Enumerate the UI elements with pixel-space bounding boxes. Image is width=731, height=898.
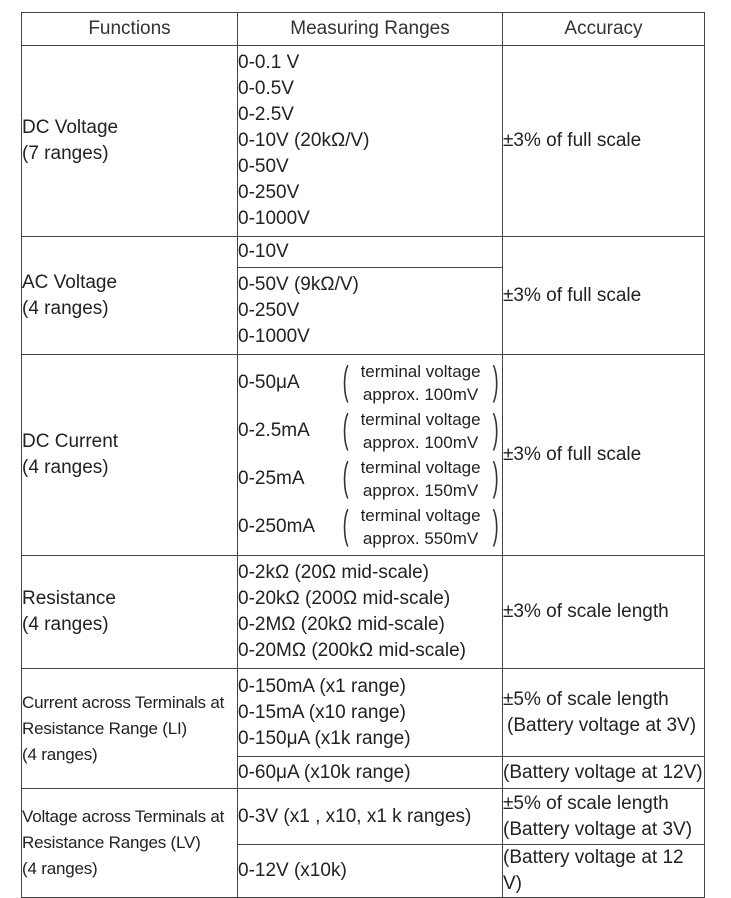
table-row-li xyxy=(22,669,705,757)
open-paren: ( xyxy=(342,407,349,451)
function-resistance xyxy=(22,556,238,669)
accuracy-condition: (Battery voltage at 12 V) xyxy=(503,845,705,898)
range-item: 0-25mA xyxy=(238,468,305,489)
current-range-row xyxy=(238,503,502,551)
specifications-table xyxy=(21,12,705,898)
header-accuracy: Accuracy xyxy=(503,13,705,46)
accuracy-dc-voltage: ±3% of full scale xyxy=(503,46,705,237)
function-lv xyxy=(22,789,238,898)
range-item: 0-60μA (x10k range) xyxy=(238,757,503,789)
function-li xyxy=(22,669,238,789)
function-name: DC Current xyxy=(22,431,119,452)
function-name: Resistance xyxy=(22,588,116,609)
function-range-count: (4 ranges) xyxy=(22,614,109,635)
range-item: 0-150μA (x1k range) xyxy=(238,727,411,749)
function-dc-voltage xyxy=(22,46,238,237)
accuracy-value: ±5% of scale length xyxy=(503,792,669,814)
range-item: 0-2kΩ (20Ω mid-scale) xyxy=(238,562,430,583)
close-paren: ) xyxy=(492,455,499,499)
open-paren: ( xyxy=(342,359,349,403)
range-item: 0-50μA xyxy=(238,372,300,393)
range-item: 0-15mA (x10 range) xyxy=(238,701,406,723)
function-range-count: (4 ranges) xyxy=(22,744,98,764)
table-row-resistance xyxy=(22,556,705,669)
close-paren: ) xyxy=(492,359,499,403)
function-ac-voltage xyxy=(22,237,238,355)
range-item: 0-3V (x1 , x10, x1 k ranges) xyxy=(238,789,503,845)
accuracy-condition: (Battery voltage at 3V) xyxy=(503,818,693,840)
function-name: DC Voltage xyxy=(22,117,119,138)
range-item: 0-2.5mA xyxy=(238,420,310,441)
range-item: 0-250mA xyxy=(238,516,316,537)
range-note: terminal voltage approx. 550mV xyxy=(360,506,481,548)
function-range-count: (7 ranges) xyxy=(22,143,109,164)
range-item: 0-2.5V xyxy=(238,104,294,125)
range-item: 0-0.1 V xyxy=(238,52,300,73)
close-paren: ) xyxy=(492,503,499,547)
function-name-cont: Resistance Range (LI) xyxy=(22,718,187,738)
accuracy-condition: (Battery voltage at 3V) xyxy=(507,714,697,736)
function-range-count: (4 ranges) xyxy=(22,297,109,319)
table-row-ac-voltage-first xyxy=(22,237,705,268)
table-row-lv xyxy=(22,789,705,845)
header-measuring-ranges: Measuring Ranges xyxy=(238,13,503,46)
accuracy-lv xyxy=(503,789,705,845)
ranges-dc-voltage xyxy=(238,46,503,237)
range-note: terminal voltage approx. 150mV xyxy=(360,458,481,500)
range-item: 0-250V xyxy=(238,300,300,321)
range-item: 0-0.5V xyxy=(238,78,294,99)
table-row-dc-voltage xyxy=(22,46,705,237)
accuracy-value: ±5% of scale length xyxy=(503,688,669,710)
close-paren: ) xyxy=(492,407,499,451)
table-row-dc-current xyxy=(22,355,705,556)
range-item: 0-20kΩ (200Ω mid-scale) xyxy=(238,588,451,609)
accuracy-condition: (Battery voltage at 12V) xyxy=(503,757,705,789)
ranges-ac-voltage xyxy=(238,268,503,355)
function-name-cont: Resistance Ranges (LV) xyxy=(22,833,201,852)
function-range-count: (4 ranges) xyxy=(22,457,109,478)
ranges-li xyxy=(238,669,503,757)
ranges-resistance xyxy=(238,556,503,669)
range-item: 0-10V xyxy=(238,237,503,268)
range-item: 0-150mA (x1 range) xyxy=(238,675,406,697)
function-name: Current across Terminals at xyxy=(22,692,225,712)
range-item: 0-1000V xyxy=(238,208,310,229)
current-range-row xyxy=(238,407,502,455)
header-functions: Functions xyxy=(22,13,238,46)
range-item: 0-10V (20kΩ/V) xyxy=(238,130,370,151)
accuracy-dc-current: ±3% of full scale xyxy=(503,355,705,556)
open-paren: ( xyxy=(342,503,349,547)
range-item: 0-20MΩ (200kΩ mid-scale) xyxy=(238,640,466,661)
accuracy-li xyxy=(503,669,705,757)
range-item: 0-12V (x10k) xyxy=(238,845,503,898)
current-range-row xyxy=(238,359,502,407)
ranges-dc-current xyxy=(238,355,503,556)
current-range-row xyxy=(238,455,502,503)
function-name: Voltage across Terminals at xyxy=(22,807,225,826)
range-note: terminal voltage approx. 100mV xyxy=(360,410,481,452)
open-paren: ( xyxy=(342,455,349,499)
range-note: terminal voltage approx. 100mV xyxy=(360,362,481,404)
range-item: 0-50V (9kΩ/V) xyxy=(238,274,359,295)
header-row xyxy=(22,13,705,46)
accuracy-ac-voltage: ±3% of full scale xyxy=(503,237,705,355)
range-item: 0-2MΩ (20kΩ mid-scale) xyxy=(238,614,445,635)
range-item: 0-50V xyxy=(238,156,289,177)
accuracy-resistance: ±3% of scale length xyxy=(503,556,705,669)
range-item: 0-1000V xyxy=(238,326,310,347)
range-item: 0-250V xyxy=(238,182,300,203)
function-range-count: (4 ranges) xyxy=(22,859,98,878)
function-name: AC Voltage xyxy=(22,271,118,293)
function-dc-current xyxy=(22,355,238,556)
